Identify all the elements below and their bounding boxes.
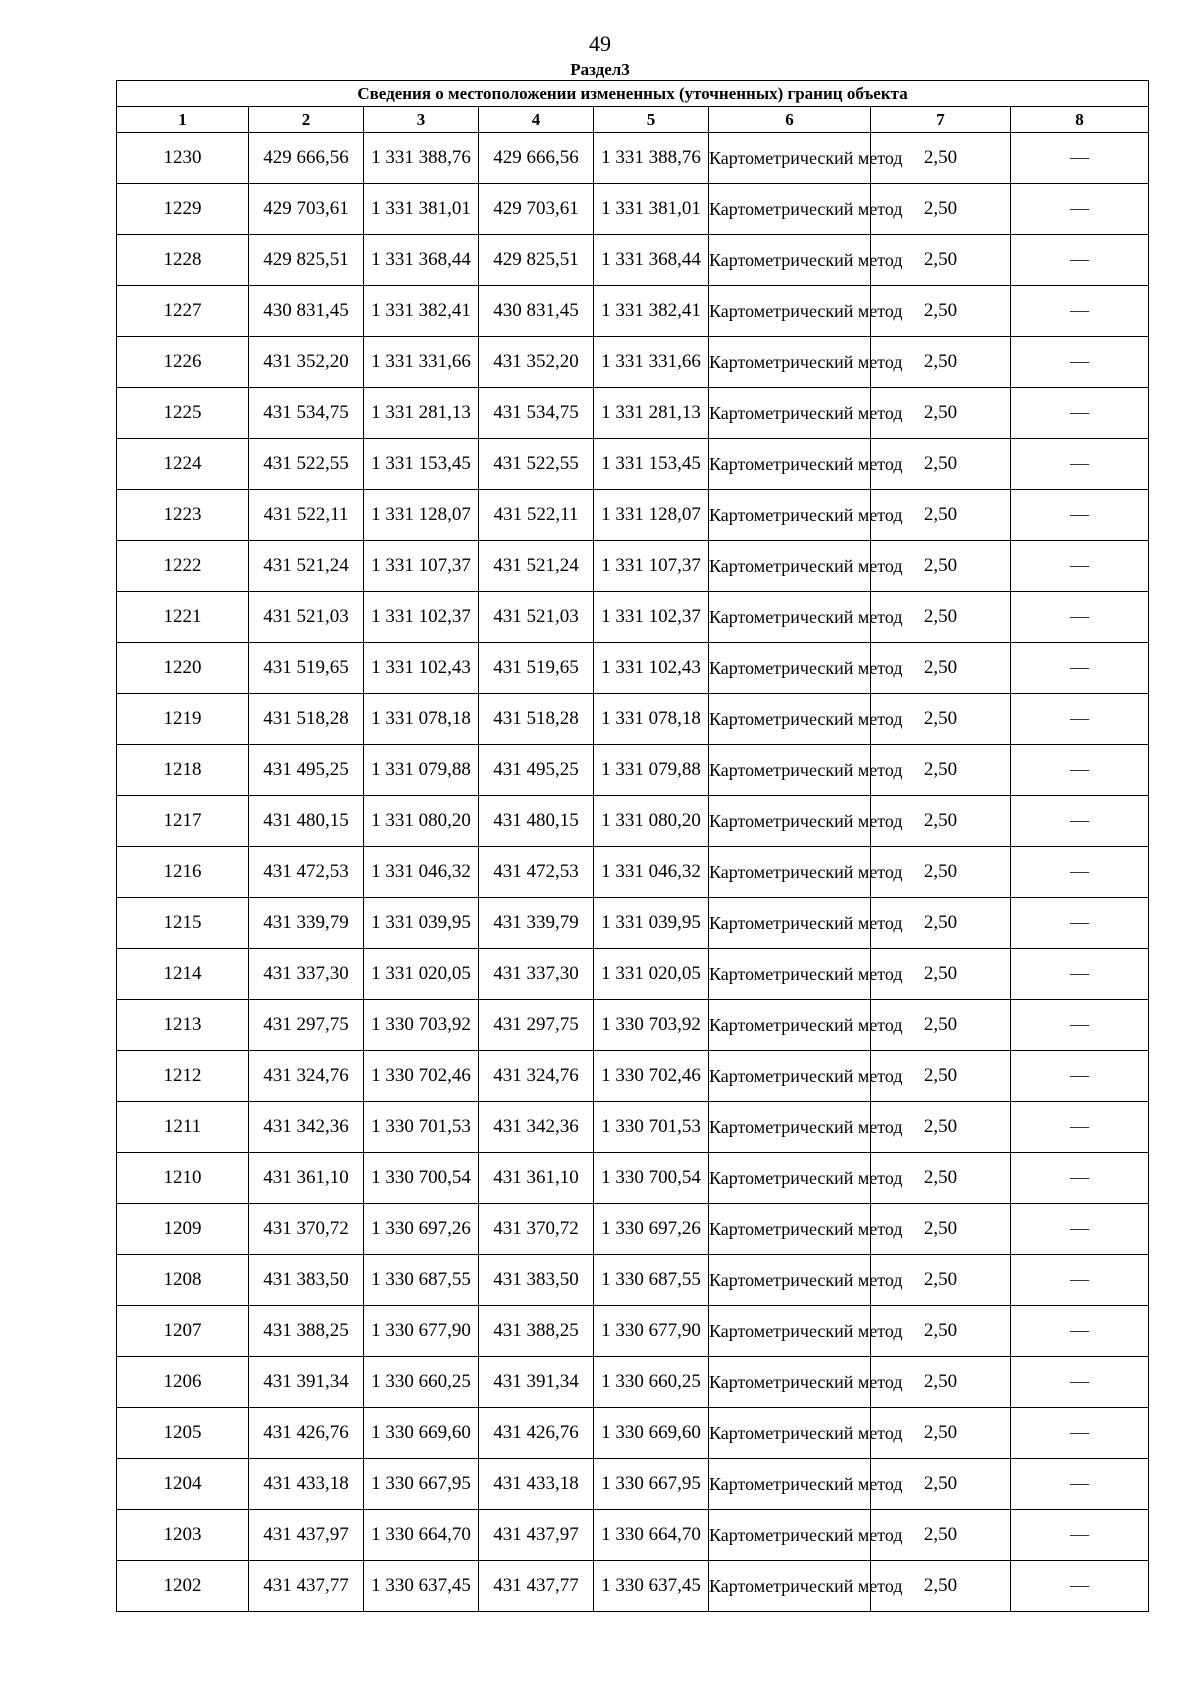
table-row <box>117 745 1149 796</box>
cell-y-refined: 1 331 107,37 <box>594 541 709 592</box>
cell-y-existing: 1 331 020,05 <box>364 949 479 1000</box>
cell-point-number: 1229 <box>117 184 249 235</box>
cell-y-refined: 1 330 697,26 <box>594 1204 709 1255</box>
cell-x-existing: 431 519,65 <box>249 643 364 694</box>
cell-method: Картометрический метод <box>709 1357 871 1408</box>
cell-x-existing: 431 352,20 <box>249 337 364 388</box>
cell-y-existing: 1 330 700,54 <box>364 1153 479 1204</box>
table-row <box>117 1153 1149 1204</box>
cell-description: — <box>1011 133 1149 184</box>
cell-x-existing: 431 534,75 <box>249 388 364 439</box>
cell-y-refined: 1 331 128,07 <box>594 490 709 541</box>
cell-description: — <box>1011 1204 1149 1255</box>
cell-point-number: 1225 <box>117 388 249 439</box>
cell-description: — <box>1011 541 1149 592</box>
table-row <box>117 439 1149 490</box>
cell-x-refined: 431 337,30 <box>479 949 594 1000</box>
cell-accuracy: 2,50 <box>871 1306 1011 1357</box>
cell-y-refined: 1 331 102,43 <box>594 643 709 694</box>
cell-description: — <box>1011 235 1149 286</box>
page-number: 49 <box>589 31 611 56</box>
column-number-8: 8 <box>1011 107 1149 133</box>
cell-method: Картометрический метод <box>709 1051 871 1102</box>
cell-x-refined: 431 472,53 <box>479 847 594 898</box>
cell-x-refined: 431 519,65 <box>479 643 594 694</box>
column-number-3: 3 <box>364 107 479 133</box>
table-row <box>117 490 1149 541</box>
cell-y-existing: 1 330 664,70 <box>364 1510 479 1561</box>
cell-accuracy: 2,50 <box>871 1459 1011 1510</box>
table-row <box>117 388 1149 439</box>
cell-x-existing: 431 433,18 <box>249 1459 364 1510</box>
cell-x-refined: 429 703,61 <box>479 184 594 235</box>
table-body <box>117 133 1149 1612</box>
cell-x-refined: 431 521,03 <box>479 592 594 643</box>
cell-y-existing: 1 331 368,44 <box>364 235 479 286</box>
cell-point-number: 1214 <box>117 949 249 1000</box>
cell-y-existing: 1 331 153,45 <box>364 439 479 490</box>
cell-accuracy: 2,50 <box>871 694 1011 745</box>
cell-method: Картометрический метод <box>709 133 871 184</box>
cell-accuracy: 2,50 <box>871 1408 1011 1459</box>
cell-point-number: 1210 <box>117 1153 249 1204</box>
table-row <box>117 643 1149 694</box>
cell-y-existing: 1 331 128,07 <box>364 490 479 541</box>
cell-x-refined: 431 534,75 <box>479 388 594 439</box>
table-row <box>117 1459 1149 1510</box>
cell-y-refined: 1 331 078,18 <box>594 694 709 745</box>
cell-accuracy: 2,50 <box>871 337 1011 388</box>
cell-point-number: 1224 <box>117 439 249 490</box>
cell-method: Картометрический метод <box>709 694 871 745</box>
table-row <box>117 1204 1149 1255</box>
cell-point-number: 1205 <box>117 1408 249 1459</box>
cell-y-refined: 1 331 381,01 <box>594 184 709 235</box>
cell-y-refined: 1 331 080,20 <box>594 796 709 847</box>
cell-x-existing: 431 480,15 <box>249 796 364 847</box>
cell-y-existing: 1 330 669,60 <box>364 1408 479 1459</box>
cell-x-refined: 431 521,24 <box>479 541 594 592</box>
cell-y-refined: 1 331 281,13 <box>594 388 709 439</box>
cell-description: — <box>1011 1051 1149 1102</box>
cell-y-refined: 1 331 102,37 <box>594 592 709 643</box>
cell-x-existing: 431 391,34 <box>249 1357 364 1408</box>
cell-description: — <box>1011 184 1149 235</box>
cell-x-existing: 431 370,72 <box>249 1204 364 1255</box>
cell-x-existing: 431 495,25 <box>249 745 364 796</box>
cell-point-number: 1207 <box>117 1306 249 1357</box>
cell-method: Картометрический метод <box>709 235 871 286</box>
cell-accuracy: 2,50 <box>871 847 1011 898</box>
cell-accuracy: 2,50 <box>871 1051 1011 1102</box>
table-row <box>117 235 1149 286</box>
cell-method: Картометрический метод <box>709 1204 871 1255</box>
table-row <box>117 694 1149 745</box>
column-number-5: 5 <box>594 107 709 133</box>
cell-description: — <box>1011 490 1149 541</box>
cell-point-number: 1212 <box>117 1051 249 1102</box>
cell-y-existing: 1 331 331,66 <box>364 337 479 388</box>
cell-x-refined: 431 426,76 <box>479 1408 594 1459</box>
cell-x-existing: 431 337,30 <box>249 949 364 1000</box>
cell-description: — <box>1011 1561 1149 1612</box>
cell-accuracy: 2,50 <box>871 592 1011 643</box>
table-row <box>117 1051 1149 1102</box>
cell-point-number: 1227 <box>117 286 249 337</box>
cell-description: — <box>1011 1153 1149 1204</box>
cell-x-refined: 431 518,28 <box>479 694 594 745</box>
cell-y-existing: 1 330 703,92 <box>364 1000 479 1051</box>
cell-method: Картометрический метод <box>709 490 871 541</box>
cell-accuracy: 2,50 <box>871 1000 1011 1051</box>
table-row <box>117 796 1149 847</box>
cell-y-existing: 1 330 701,53 <box>364 1102 479 1153</box>
table-row <box>117 1561 1149 1612</box>
cell-accuracy: 2,50 <box>871 133 1011 184</box>
cell-y-refined: 1 330 677,90 <box>594 1306 709 1357</box>
cell-method: Картометрический метод <box>709 1153 871 1204</box>
cell-point-number: 1202 <box>117 1561 249 1612</box>
cell-accuracy: 2,50 <box>871 745 1011 796</box>
cell-method: Картометрический метод <box>709 1561 871 1612</box>
cell-point-number: 1220 <box>117 643 249 694</box>
cell-x-refined: 431 388,25 <box>479 1306 594 1357</box>
cell-method: Картометрический метод <box>709 745 871 796</box>
cell-point-number: 1216 <box>117 847 249 898</box>
cell-method: Картометрический метод <box>709 1408 871 1459</box>
table-row <box>117 1000 1149 1051</box>
cell-y-existing: 1 331 382,41 <box>364 286 479 337</box>
cell-description: — <box>1011 949 1149 1000</box>
cell-method: Картометрический метод <box>709 541 871 592</box>
cell-x-existing: 431 339,79 <box>249 898 364 949</box>
cell-y-existing: 1 330 677,90 <box>364 1306 479 1357</box>
cell-description: — <box>1011 388 1149 439</box>
cell-x-refined: 431 495,25 <box>479 745 594 796</box>
cell-y-existing: 1 331 079,88 <box>364 745 479 796</box>
column-number-7: 7 <box>871 107 1011 133</box>
cell-description: — <box>1011 796 1149 847</box>
cell-point-number: 1217 <box>117 796 249 847</box>
cell-point-number: 1204 <box>117 1459 249 1510</box>
cell-y-refined: 1 331 039,95 <box>594 898 709 949</box>
cell-y-existing: 1 331 080,20 <box>364 796 479 847</box>
cell-y-refined: 1 331 079,88 <box>594 745 709 796</box>
cell-description: — <box>1011 1510 1149 1561</box>
cell-y-refined: 1 331 153,45 <box>594 439 709 490</box>
cell-point-number: 1211 <box>117 1102 249 1153</box>
cell-x-refined: 431 437,77 <box>479 1561 594 1612</box>
table-row <box>117 541 1149 592</box>
cell-y-existing: 1 331 281,13 <box>364 388 479 439</box>
cell-x-existing: 431 521,24 <box>249 541 364 592</box>
cell-y-refined: 1 330 669,60 <box>594 1408 709 1459</box>
cell-x-refined: 431 352,20 <box>479 337 594 388</box>
cell-description: — <box>1011 1459 1149 1510</box>
cell-accuracy: 2,50 <box>871 898 1011 949</box>
table-row <box>117 286 1149 337</box>
cell-accuracy: 2,50 <box>871 1204 1011 1255</box>
cell-method: Картометрический метод <box>709 1102 871 1153</box>
cell-description: — <box>1011 847 1149 898</box>
cell-accuracy: 2,50 <box>871 439 1011 490</box>
column-number-4: 4 <box>479 107 594 133</box>
cell-point-number: 1221 <box>117 592 249 643</box>
cell-point-number: 1228 <box>117 235 249 286</box>
cell-y-refined: 1 330 637,45 <box>594 1561 709 1612</box>
cell-x-existing: 431 518,28 <box>249 694 364 745</box>
cell-accuracy: 2,50 <box>871 1510 1011 1561</box>
column-number-6: 6 <box>709 107 871 133</box>
column-number-row <box>117 107 1149 133</box>
cell-method: Картометрический метод <box>709 1306 871 1357</box>
cell-y-existing: 1 331 388,76 <box>364 133 479 184</box>
cell-x-refined: 431 297,75 <box>479 1000 594 1051</box>
cell-accuracy: 2,50 <box>871 949 1011 1000</box>
cell-y-refined: 1 331 382,41 <box>594 286 709 337</box>
cell-accuracy: 2,50 <box>871 388 1011 439</box>
cell-y-existing: 1 331 381,01 <box>364 184 479 235</box>
cell-y-refined: 1 330 687,55 <box>594 1255 709 1306</box>
cell-description: — <box>1011 1102 1149 1153</box>
table-caption: Сведения о местоположении измененных (уточненных) границ объекта <box>117 81 1149 107</box>
cell-x-existing: 429 703,61 <box>249 184 364 235</box>
cell-y-existing: 1 331 078,18 <box>364 694 479 745</box>
cell-method: Картометрический метод <box>709 898 871 949</box>
cell-accuracy: 2,50 <box>871 1255 1011 1306</box>
cell-method: Картометрический метод <box>709 1255 871 1306</box>
cell-y-refined: 1 331 046,32 <box>594 847 709 898</box>
cell-x-existing: 431 521,03 <box>249 592 364 643</box>
cell-method: Картометрический метод <box>709 1000 871 1051</box>
cell-y-existing: 1 331 046,32 <box>364 847 479 898</box>
cell-x-refined: 431 391,34 <box>479 1357 594 1408</box>
cell-method: Картометрический метод <box>709 286 871 337</box>
cell-x-refined: 430 831,45 <box>479 286 594 337</box>
cell-accuracy: 2,50 <box>871 541 1011 592</box>
cell-point-number: 1226 <box>117 337 249 388</box>
cell-accuracy: 2,50 <box>871 235 1011 286</box>
cell-method: Картометрический метод <box>709 592 871 643</box>
cell-y-refined: 1 330 702,46 <box>594 1051 709 1102</box>
cell-x-refined: 431 361,10 <box>479 1153 594 1204</box>
cell-accuracy: 2,50 <box>871 490 1011 541</box>
cell-x-existing: 429 666,56 <box>249 133 364 184</box>
cell-x-refined: 431 383,50 <box>479 1255 594 1306</box>
table-row <box>117 592 1149 643</box>
cell-x-refined: 431 324,76 <box>479 1051 594 1102</box>
cell-y-existing: 1 330 702,46 <box>364 1051 479 1102</box>
cell-y-refined: 1 330 703,92 <box>594 1000 709 1051</box>
column-number-2: 2 <box>249 107 364 133</box>
cell-description: — <box>1011 1306 1149 1357</box>
cell-y-refined: 1 331 368,44 <box>594 235 709 286</box>
table-caption-row <box>117 81 1149 107</box>
cell-x-refined: 431 339,79 <box>479 898 594 949</box>
cell-x-refined: 431 370,72 <box>479 1204 594 1255</box>
table-row <box>117 184 1149 235</box>
cell-x-existing: 431 426,76 <box>249 1408 364 1459</box>
cell-y-existing: 1 331 107,37 <box>364 541 479 592</box>
table-row <box>117 949 1149 1000</box>
cell-point-number: 1219 <box>117 694 249 745</box>
cell-x-existing: 431 522,11 <box>249 490 364 541</box>
cell-method: Картометрический метод <box>709 847 871 898</box>
cell-x-existing: 431 361,10 <box>249 1153 364 1204</box>
cell-x-existing: 431 297,75 <box>249 1000 364 1051</box>
cell-y-refined: 1 330 700,54 <box>594 1153 709 1204</box>
table-row <box>117 847 1149 898</box>
table-row <box>117 898 1149 949</box>
table-row <box>117 1102 1149 1153</box>
cell-x-existing: 431 522,55 <box>249 439 364 490</box>
cell-description: — <box>1011 898 1149 949</box>
cell-x-existing: 429 825,51 <box>249 235 364 286</box>
cell-y-existing: 1 331 102,43 <box>364 643 479 694</box>
cell-method: Картометрический метод <box>709 796 871 847</box>
boundary-coordinates-table <box>116 80 1149 1612</box>
cell-method: Картометрический метод <box>709 1510 871 1561</box>
cell-description: — <box>1011 1255 1149 1306</box>
cell-description: — <box>1011 643 1149 694</box>
cell-method: Картометрический метод <box>709 388 871 439</box>
cell-description: — <box>1011 592 1149 643</box>
cell-x-refined: 431 342,36 <box>479 1102 594 1153</box>
cell-description: — <box>1011 1357 1149 1408</box>
cell-y-refined: 1 330 664,70 <box>594 1510 709 1561</box>
cell-x-refined: 429 666,56 <box>479 133 594 184</box>
cell-x-refined: 429 825,51 <box>479 235 594 286</box>
cell-x-refined: 431 480,15 <box>479 796 594 847</box>
cell-method: Картометрический метод <box>709 1459 871 1510</box>
cell-method: Картометрический метод <box>709 337 871 388</box>
cell-x-refined: 431 522,11 <box>479 490 594 541</box>
cell-point-number: 1203 <box>117 1510 249 1561</box>
cell-y-existing: 1 330 660,25 <box>364 1357 479 1408</box>
cell-x-existing: 431 342,36 <box>249 1102 364 1153</box>
cell-x-existing: 431 324,76 <box>249 1051 364 1102</box>
table-row <box>117 337 1149 388</box>
cell-description: — <box>1011 1000 1149 1051</box>
cell-accuracy: 2,50 <box>871 796 1011 847</box>
cell-point-number: 1208 <box>117 1255 249 1306</box>
table-row <box>117 1306 1149 1357</box>
cell-description: — <box>1011 745 1149 796</box>
cell-point-number: 1230 <box>117 133 249 184</box>
cell-x-refined: 431 437,97 <box>479 1510 594 1561</box>
cell-x-refined: 431 522,55 <box>479 439 594 490</box>
cell-x-existing: 431 437,97 <box>249 1510 364 1561</box>
cell-method: Картометрический метод <box>709 643 871 694</box>
table-row <box>117 1357 1149 1408</box>
cell-x-existing: 431 472,53 <box>249 847 364 898</box>
cell-accuracy: 2,50 <box>871 184 1011 235</box>
cell-method: Картометрический метод <box>709 184 871 235</box>
column-number-1: 1 <box>117 107 249 133</box>
cell-y-refined: 1 331 331,66 <box>594 337 709 388</box>
cell-y-existing: 1 330 637,45 <box>364 1561 479 1612</box>
cell-point-number: 1213 <box>117 1000 249 1051</box>
cell-point-number: 1215 <box>117 898 249 949</box>
cell-x-existing: 430 831,45 <box>249 286 364 337</box>
cell-y-refined: 1 330 660,25 <box>594 1357 709 1408</box>
table-row <box>117 1408 1149 1459</box>
cell-description: — <box>1011 337 1149 388</box>
cell-description: — <box>1011 439 1149 490</box>
cell-accuracy: 2,50 <box>871 1102 1011 1153</box>
cell-y-existing: 1 330 697,26 <box>364 1204 479 1255</box>
cell-point-number: 1218 <box>117 745 249 796</box>
cell-description: — <box>1011 1408 1149 1459</box>
cell-x-existing: 431 388,25 <box>249 1306 364 1357</box>
cell-point-number: 1206 <box>117 1357 249 1408</box>
cell-method: Картометрический метод <box>709 949 871 1000</box>
cell-point-number: 1223 <box>117 490 249 541</box>
cell-y-refined: 1 330 667,95 <box>594 1459 709 1510</box>
cell-y-existing: 1 331 039,95 <box>364 898 479 949</box>
table-row <box>117 1255 1149 1306</box>
cell-point-number: 1222 <box>117 541 249 592</box>
cell-x-existing: 431 383,50 <box>249 1255 364 1306</box>
cell-accuracy: 2,50 <box>871 1153 1011 1204</box>
section-title: Раздел3 <box>570 60 630 79</box>
table-row <box>117 1510 1149 1561</box>
cell-accuracy: 2,50 <box>871 1561 1011 1612</box>
cell-y-existing: 1 331 102,37 <box>364 592 479 643</box>
cell-description: — <box>1011 286 1149 337</box>
cell-x-refined: 431 433,18 <box>479 1459 594 1510</box>
cell-accuracy: 2,50 <box>871 643 1011 694</box>
cell-accuracy: 2,50 <box>871 286 1011 337</box>
cell-point-number: 1209 <box>117 1204 249 1255</box>
table-row <box>117 133 1149 184</box>
cell-y-existing: 1 330 667,95 <box>364 1459 479 1510</box>
cell-description: — <box>1011 694 1149 745</box>
cell-accuracy: 2,50 <box>871 1357 1011 1408</box>
cell-y-existing: 1 330 687,55 <box>364 1255 479 1306</box>
cell-y-refined: 1 331 020,05 <box>594 949 709 1000</box>
cell-y-refined: 1 331 388,76 <box>594 133 709 184</box>
cell-y-refined: 1 330 701,53 <box>594 1102 709 1153</box>
cell-x-existing: 431 437,77 <box>249 1561 364 1612</box>
cell-method: Картометрический метод <box>709 439 871 490</box>
